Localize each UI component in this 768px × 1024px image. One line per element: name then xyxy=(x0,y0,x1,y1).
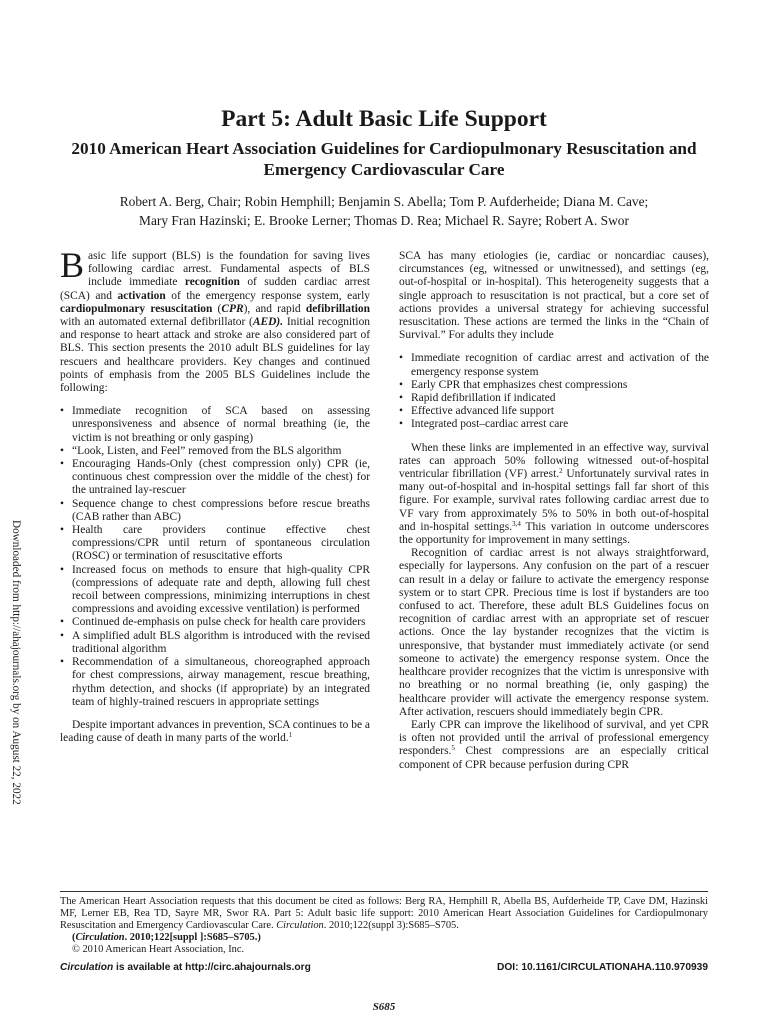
list-item: • Increased focus on methods to ensure that high-quality CPR (compressions of adequate rate and depth, allowing full chest recoil between compressions, minimizing interruptions in chest compressions and avoiding excessive ventilation) is performed xyxy=(60,564,370,617)
list-item: • “Look, Listen, and Feel” removed from the BLS algorithm xyxy=(60,445,370,458)
closing-paragraph xyxy=(60,719,370,745)
footnote-divider xyxy=(60,891,708,892)
citation-volume: . 2010;122[suppl ]:S685–S705.) xyxy=(124,932,261,943)
intro-bold: recognition xyxy=(184,276,240,289)
download-watermark: Downloaded from http://ahajournals.org by on August 22, 2022 xyxy=(10,520,22,805)
author-list xyxy=(60,192,708,230)
list-item: • Integrated post–cardiac arrest care xyxy=(399,418,709,431)
list-item: • Immediate recognition of SCA based on assessing unresponsiveness and absence of normal breathing (ie, the victim is not breathing or only gasping) xyxy=(60,405,370,445)
citation-footnote xyxy=(60,896,708,956)
survival-text: This variation in outcome underscores the opportunity for improvement in many settings. xyxy=(399,520,710,547)
doi-label: DOI: 10.1161/CIRCULATIONAHA.110.970939 xyxy=(496,962,708,973)
citation-reference xyxy=(60,932,708,944)
reference-marker: 3,4 xyxy=(512,519,521,528)
list-item: • Health care providers continue effective chest compressions/CPR until return of spontaneous circulation (ROSC) or termination of resuscitative efforts xyxy=(60,524,370,564)
chain-of-survival-list xyxy=(399,352,709,431)
intro-text: with an automated external defibrillator ( xyxy=(60,316,253,329)
closing-text: Despite important advances in prevention, SCA continues to be a leading cause of death in many parts of the world. xyxy=(60,718,370,745)
intro-bold: cardiopulmonary resuscitation xyxy=(60,302,213,315)
reference-marker: 2 xyxy=(559,467,563,476)
intro-text: Initial recognition and response to heart attack and stroke are also considered part of BLS. This section presents the 2010 adult BLS guidelines for lay rescuers and healthcare providers. Key changes and continued points of emphasis from the 2005 BLS Guidelines include the following: xyxy=(60,316,371,395)
citation-text: The American Heart Association requests that this document be cited as follows: Berg RA, Hemphill R, Abella BS, Aufderheide TP, Cave DM, Hazinski MF, Lerner EB, Rea TD, Sayre MR, Swor RA. Part 5: Adult basic life support: 2010 American Heart Association Guidelines for Cardiopulmonary Resuscitation and Emergency Cardiovascular Care. xyxy=(60,896,708,931)
reference-marker: 5 xyxy=(451,744,455,753)
list-item: • A simplified adult BLS algorithm is introduced with the revised traditional algorithm xyxy=(60,630,370,656)
journal-url-text: is available at http://circ.ahajournals.org xyxy=(113,962,311,973)
intro-italic: AED). xyxy=(252,316,284,329)
intro-italic: CPR xyxy=(221,302,244,315)
survival-paragraph xyxy=(399,442,709,548)
page-number: S685 xyxy=(372,1001,396,1013)
citation-paren: ( xyxy=(72,932,76,943)
list-item: • Encouraging Hands-Only (chest compression only) CPR (ie, continuous chest compression over the middle of the chest) for the untrained lay-rescuer xyxy=(60,458,370,498)
list-item: • Rapid defibrillation if indicated xyxy=(399,392,709,405)
intro-text: asic life support (BLS) is the foundation for saving lives following cardiac arrest. Fundamental aspects of BLS include immediate xyxy=(88,250,370,289)
author-line-2: Mary Fran Hazinski; E. Brooke Lerner; Thomas D. Rea; Michael R. Sayre; Robert A. Swor xyxy=(139,213,629,228)
author-line-1: Robert A. Berg, Chair; Robin Hemphill; Benjamin S. Abella; Tom P. Aufderheide; Diana M. Cave; xyxy=(119,194,649,209)
list-item: • Sequence change to chest compressions before rescue breaths (CAB rather than ABC) xyxy=(60,498,370,524)
intro-bold: defibrillation xyxy=(305,302,371,315)
citation-journal: Circulation xyxy=(75,932,125,943)
survival-text: Unfortunately survival rates in many out-of-hospital and in-hospital settings fall far short of this figure. For example, survival rates following cardiac arrest due to VF vary from approximately 5% to 50% in both out-of-hospital and in-hospital settings. xyxy=(399,468,710,533)
early-cpr-text: Chest compressions are an especially critical component of CPR because perfusion during CPR xyxy=(399,745,709,771)
journal-availability xyxy=(60,962,311,973)
intro-text: of the emergency response system, early xyxy=(165,289,370,302)
list-item: • Immediate recognition of cardiac arrest and activation of the emergency response system xyxy=(399,352,709,378)
intro-text: ), and rapid xyxy=(243,302,306,315)
list-item: • Continued de-emphasis on pulse check for health care providers xyxy=(60,616,370,629)
reference-marker: 1 xyxy=(288,731,293,740)
journal-name: Circulation xyxy=(60,962,114,973)
intro-text: ( xyxy=(212,302,222,315)
drop-cap: B xyxy=(60,245,85,285)
copyright-notice: © 2010 American Heart Association, Inc. xyxy=(72,944,245,955)
intro-text: of sudden cardiac arrest (SCA) and xyxy=(60,276,370,302)
early-cpr-text: Early CPR can improve the likelihood of survival, and yet CPR is often not provided until the arrival of professional emergency responders. xyxy=(399,718,709,758)
recognition-paragraph: Recognition of cardiac arrest is not always straightforward, especially for laypersons. Any confusion on the part of a rescuer can result in a delay or failure to activate the emergency response system or to start CPR. Precious time is lost if bystanders are too confused to act. Therefore, these adult BLS Guidelines focus on recognition of cardiac arrest with an appropriate set of rescuer actions. Once the lay bystander recognizes that the victim is unresponsive, that bystander must immediately activate (or send someone to activate) the emergency response system. Once the healthcare provider recognizes that the victim is unresponsive with no breathing or no normal breathing (ie, only gasping) the healthcare provider will activate the emergency response system. After activation, rescuers should immediately begin CPR. xyxy=(399,547,709,718)
left-column xyxy=(60,245,371,745)
list-item: • Early CPR that emphasizes chest compressions xyxy=(399,379,709,392)
citation-request xyxy=(60,896,708,932)
page-title: Part 5: Adult Basic Life Support xyxy=(221,106,547,132)
citation-journal: Circulation xyxy=(276,920,324,931)
right-column xyxy=(399,250,709,772)
list-item: • Recommendation of a simultaneous, choreographed approach for chest compressions, airway management, rescue breathing, rhythm detection, and shocks (if appropriate) by an integrated team of highly-trained rescuers in appropriate settings xyxy=(60,656,370,709)
etiology-paragraph: SCA has many etiologies (ie, cardiac or noncardiac causes), circumstances (eg, witnessed or unwitnessed), and settings (eg, out-of-hospital or in-hospital). This heterogeneity suggests that a single approach to resuscitation is not practical, but a core set of actions provides a universal strategy for achieving successful resuscitation. These actions are termed the links in the “Chain of Survival.” For adults they include xyxy=(399,250,709,342)
citation-text: . 2010;122(suppl 3):S685–S705. xyxy=(323,920,459,931)
intro-bold: activation xyxy=(117,289,166,302)
page-subtitle: 2010 American Heart Association Guidelines for Cardiopulmonary Resuscitation and Emergency Cardiovascular Care xyxy=(71,139,697,179)
key-changes-list xyxy=(60,405,370,709)
intro-paragraph xyxy=(60,245,371,395)
early-cpr-paragraph xyxy=(399,719,709,772)
list-item: • Effective advanced life support xyxy=(399,405,709,418)
survival-text: When these links are implemented in an effective way, survival rates can approach 50% following witnessed out-of-hospital ventricular fibrillation (VF) arrest. xyxy=(399,441,709,481)
